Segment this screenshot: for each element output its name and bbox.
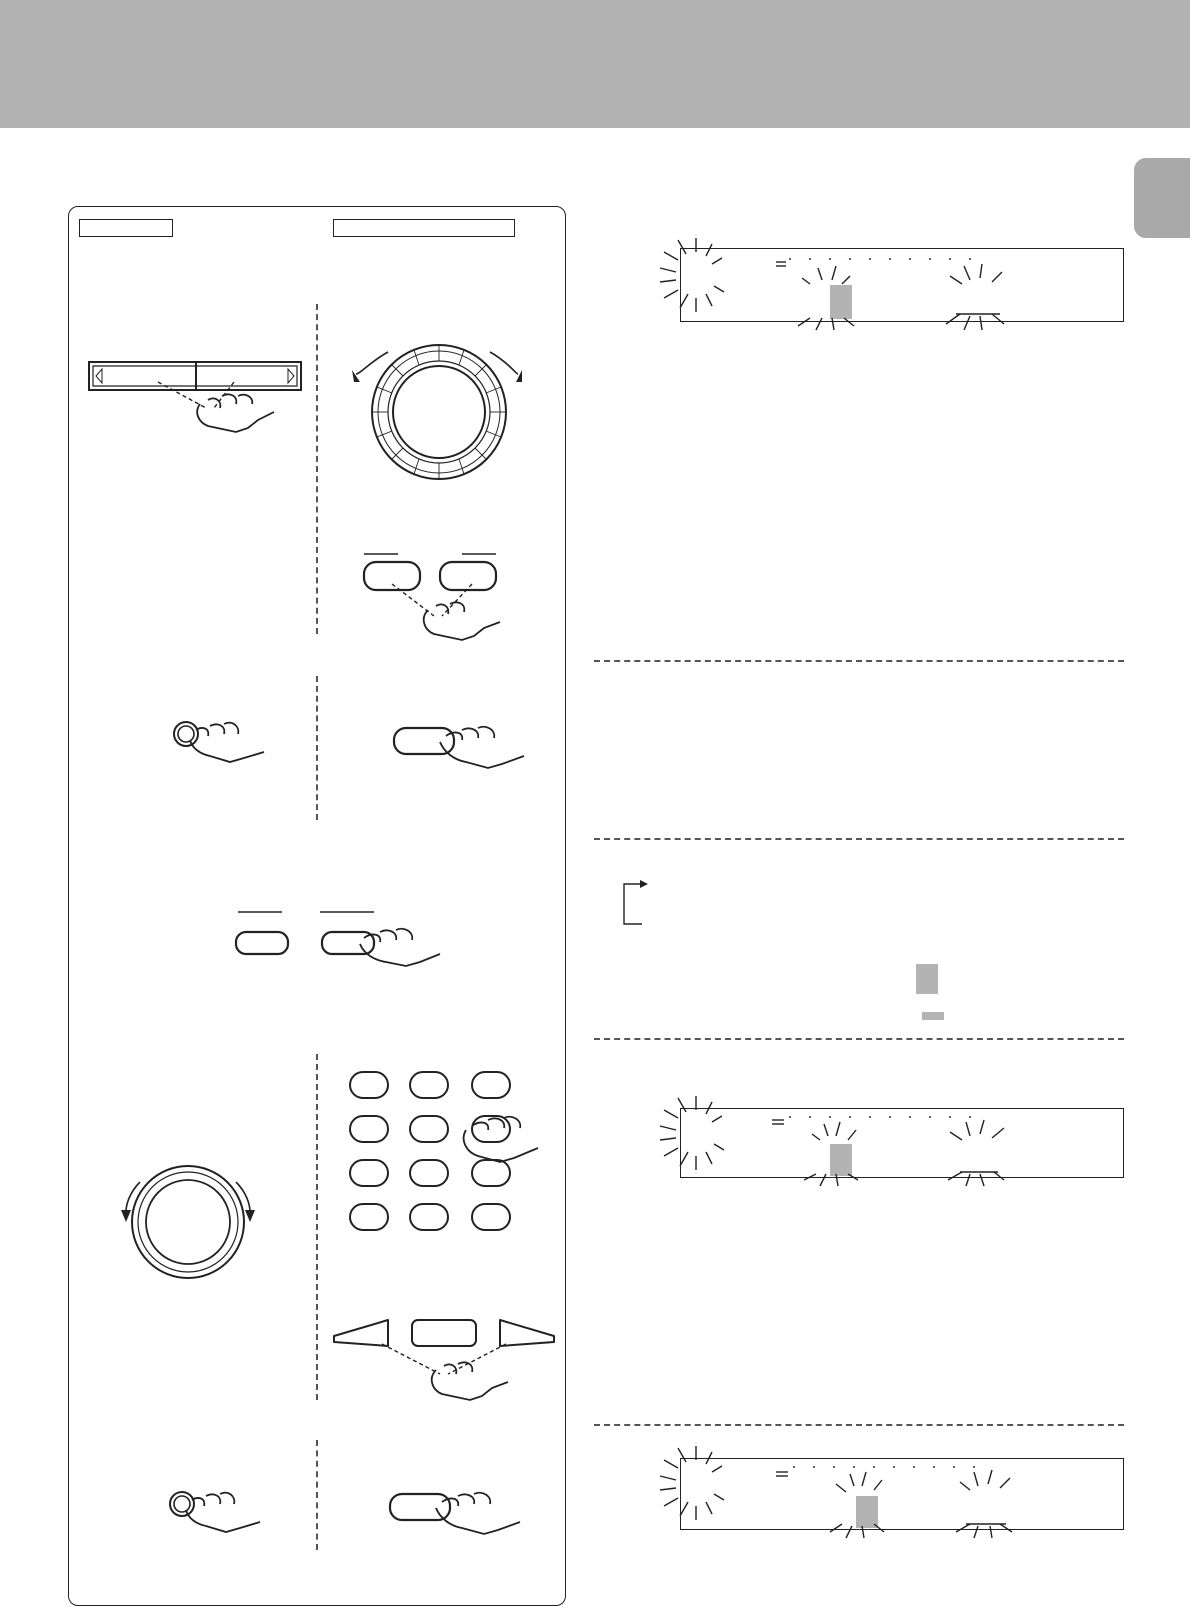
up-down-buttons-icon[interactable] bbox=[362, 552, 522, 648]
round-button-icon[interactable] bbox=[172, 712, 272, 772]
oval-button-icon-2[interactable] bbox=[388, 1488, 528, 1548]
section-divider-4 bbox=[594, 1424, 1124, 1426]
header-band bbox=[0, 0, 1190, 128]
cursor-buttons-icon[interactable] bbox=[330, 1316, 560, 1406]
blink-rays-icon bbox=[660, 236, 1040, 336]
highlight-block bbox=[916, 964, 938, 994]
column-divider-1 bbox=[316, 304, 318, 634]
round-button-icon-2[interactable] bbox=[168, 1484, 268, 1544]
column-divider-2 bbox=[316, 676, 318, 820]
section-tab bbox=[1134, 158, 1190, 238]
section-divider-2 bbox=[594, 838, 1124, 840]
mode-buttons-icon[interactable] bbox=[234, 910, 454, 970]
blink-rays-icon-2 bbox=[660, 1094, 1040, 1194]
remote-label-box bbox=[333, 219, 515, 237]
oval-button-icon[interactable] bbox=[392, 720, 532, 780]
rotary-knob-icon[interactable] bbox=[118, 1160, 268, 1280]
section-divider-3 bbox=[594, 1038, 1124, 1040]
slider-button-icon[interactable] bbox=[88, 356, 308, 436]
numeric-keypad-icon[interactable] bbox=[348, 1068, 548, 1238]
highlight-bar bbox=[922, 1012, 944, 1020]
main-unit-label-box bbox=[79, 219, 173, 237]
jog-dial-icon[interactable] bbox=[358, 340, 528, 480]
loop-arrow-icon bbox=[620, 876, 660, 932]
blink-rays-icon-3 bbox=[660, 1444, 1040, 1544]
column-divider-4 bbox=[316, 1440, 318, 1550]
column-divider-3 bbox=[316, 1054, 318, 1400]
section-divider-1 bbox=[594, 660, 1124, 662]
